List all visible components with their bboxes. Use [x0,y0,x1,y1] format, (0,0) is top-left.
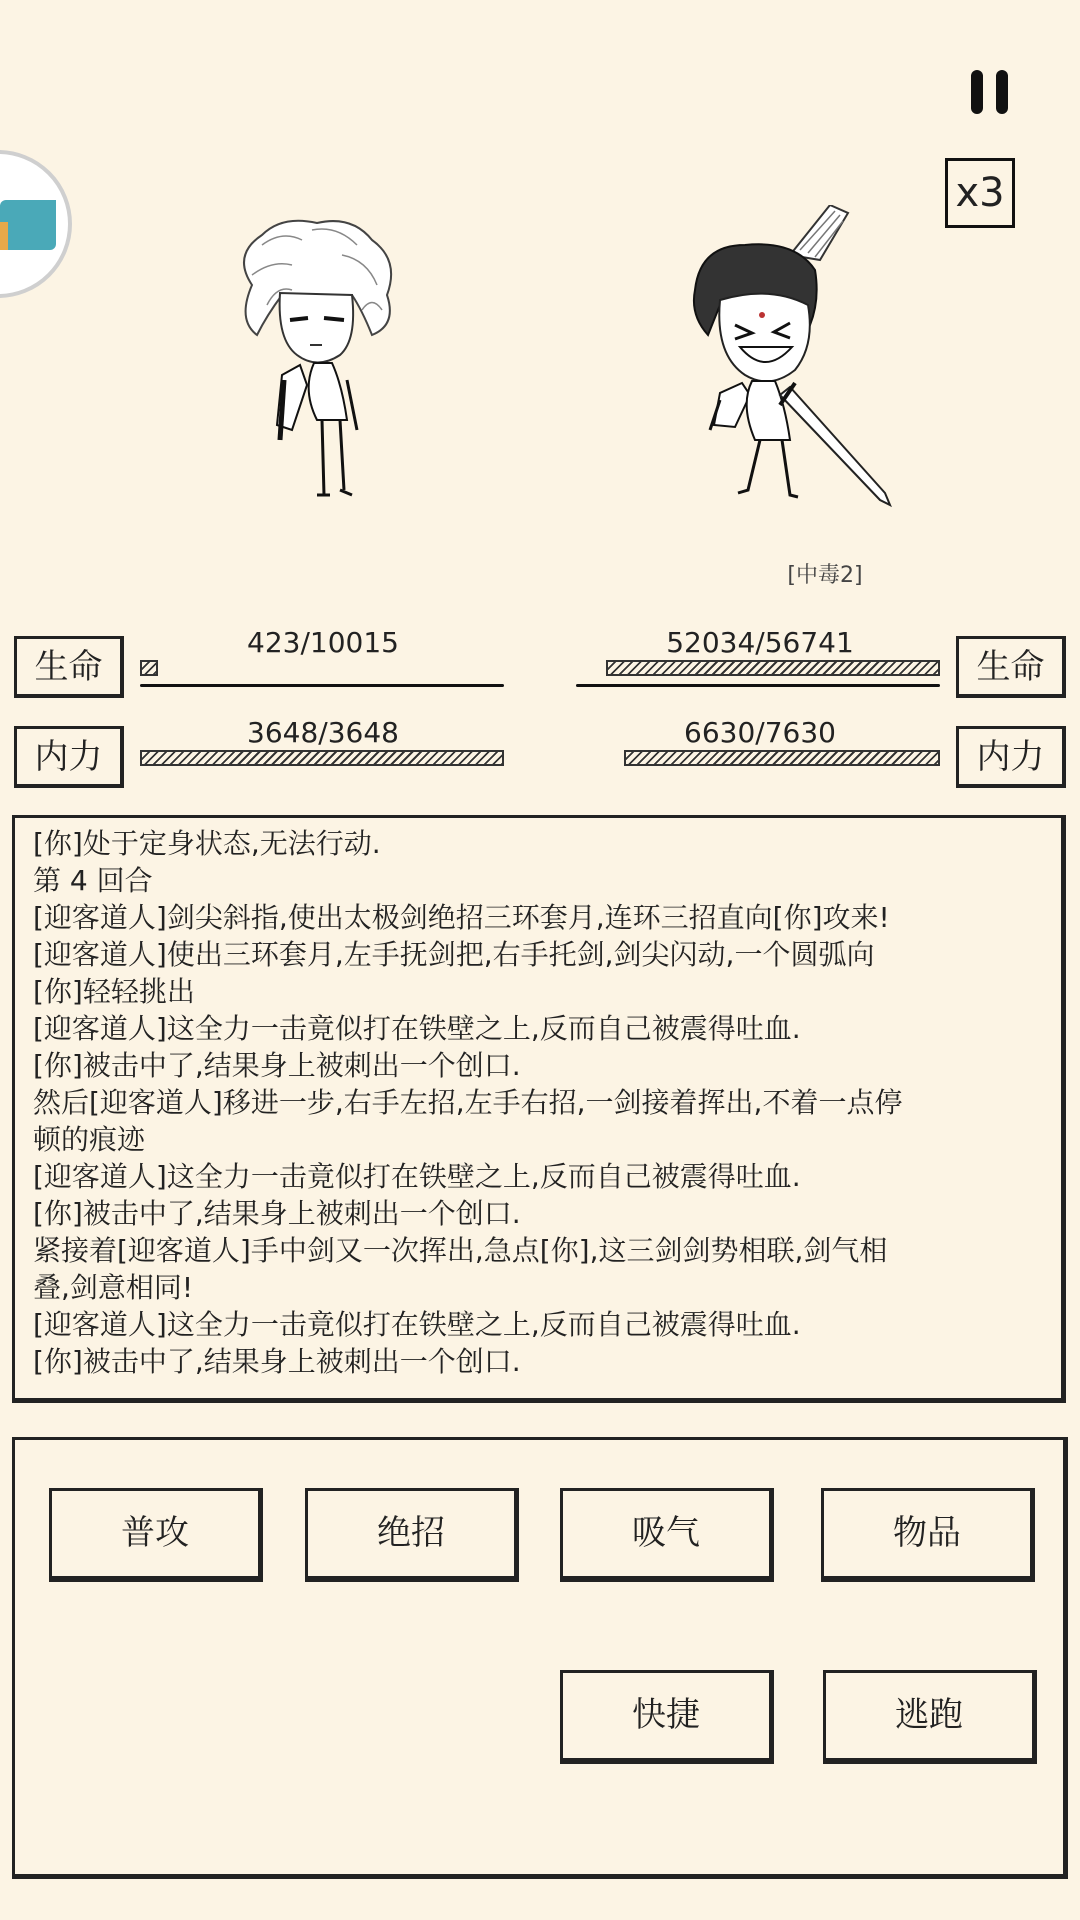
log-line: [你]被击中了,结果身上被刺出一个创口. [33,1345,521,1378]
log-line: [迎客道人]这全力一击竟似打在铁壁之上,反而自己被震得吐血. [33,1160,801,1193]
enemy-mp-value: 6630/7630 [684,716,836,749]
flee-button[interactable]: 逃跑 [823,1670,1037,1764]
app-logo-icon [0,200,56,250]
player-mp-label: 内力 [14,726,124,788]
speed-button[interactable]: x3 [945,158,1015,228]
enemy-character [680,205,910,515]
action-panel [12,1437,1068,1879]
log-line: 然后[迎客道人]移进一步,右手左招,左手右招,一剑接着挥出,不着一点停 [33,1086,903,1119]
items-button[interactable]: 物品 [821,1488,1035,1582]
log-line: [迎客道人]使出三环套月,左手抚剑把,右手托剑,剑尖闪动,一个圆弧向 [33,938,875,971]
player-mp-bar [140,750,504,766]
log-line: [你]轻轻挑出 [33,975,195,1008]
enemy-hp-bar [606,660,940,676]
pause-icon[interactable] [968,70,1014,114]
player-mp-value: 3648/3648 [247,716,399,749]
player-character [222,215,412,505]
attack-button[interactable]: 普攻 [49,1488,263,1582]
player-hp-label: 生命 [14,636,124,698]
log-line: [迎客道人]这全力一击竟似打在铁壁之上,反而自己被震得吐血. [33,1012,801,1045]
enemy-mp-label: 内力 [956,726,1066,788]
log-line: 紧接着[迎客道人]手中剑又一次挥出,急点[你],这三剑剑势相联,剑气相 [33,1234,888,1267]
player-hp-value: 423/10015 [247,626,399,659]
log-line: [迎客道人]剑尖斜指,使出太极剑绝招三环套月,连环三招直向[你]攻来! [33,901,890,934]
side-float-button[interactable] [0,150,72,298]
breathe-button[interactable]: 吸气 [560,1488,774,1582]
log-line: [你]处于定身状态,无法行动. [33,827,381,860]
log-line: [你]被击中了,结果身上被刺出一个创口. [33,1049,521,1082]
ultimate-button[interactable]: 绝招 [305,1488,519,1582]
battle-log-lines [33,825,1043,1380]
player-hp-track [140,684,504,687]
log-line: 第 4 回合 [33,864,153,897]
enemy-status-effect: [中毒2] [787,563,863,588]
log-line: 顿的痕迹 [33,1123,146,1156]
enemy-mp-bar [624,750,940,766]
player-hp-bar [140,660,158,676]
log-line: [你]被击中了,结果身上被刺出一个创口. [33,1197,521,1230]
enemy-hp-track [576,684,940,687]
log-line: [迎客道人]这全力一击竟似打在铁壁之上,反而自己被震得吐血. [33,1308,801,1341]
shortcut-button[interactable]: 快捷 [560,1670,774,1764]
battle-log[interactable] [12,815,1066,1403]
enemy-hp-value: 52034/56741 [666,626,854,659]
enemy-hp-label: 生命 [956,636,1066,698]
log-line: 叠,剑意相同! [33,1271,194,1304]
